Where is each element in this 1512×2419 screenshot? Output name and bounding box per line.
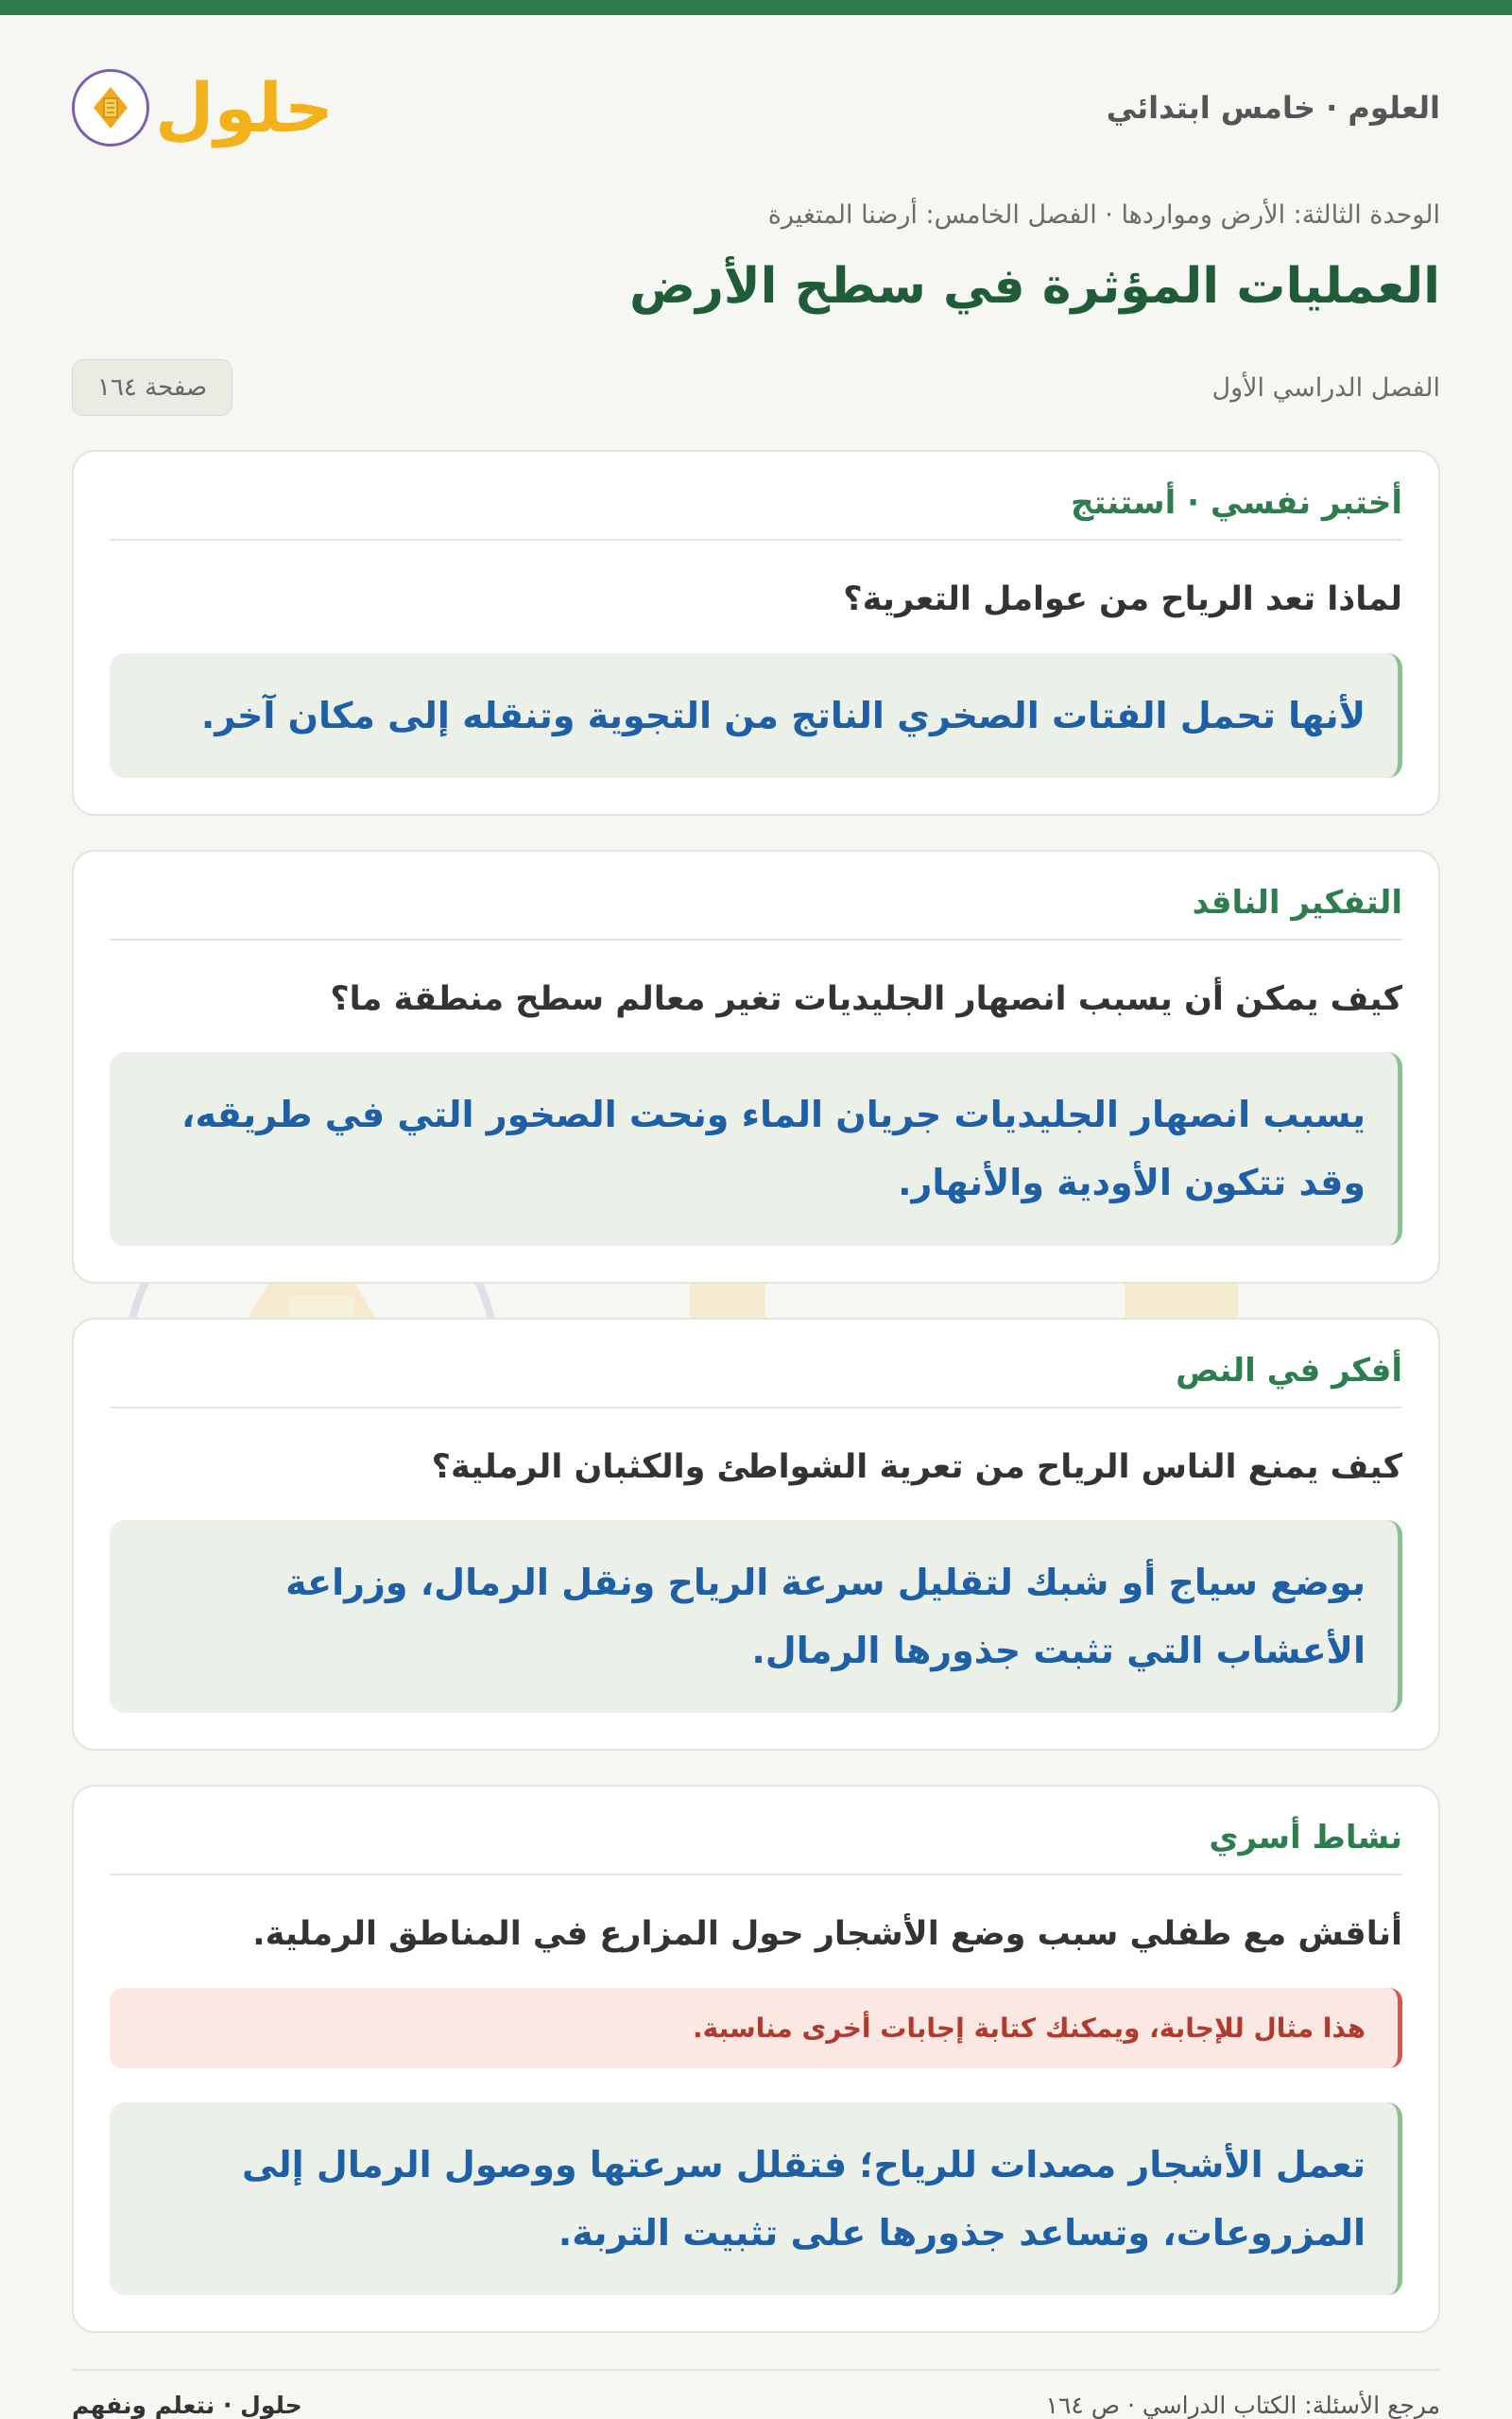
example-note: هذا مثال للإجابة، ويمكنك كتابة إجابات أخرى مناسبة. <box>110 1988 1402 2068</box>
answer-box: لأنها تحمل الفتات الصخري الناتج من التجوية وتنقله إلى مكان آخر. <box>110 653 1402 778</box>
question-card <box>72 850 1440 1284</box>
answer-box: بوضع سياج أو شبك لتقليل سرعة الرياح ونقل الرمال، وزراعة الأعشاب التي تثبت جذورها الرمال. <box>110 1520 1402 1713</box>
footer-brand: حلول · نتعلم ونفهم <box>72 2392 302 2419</box>
question-text: كيف يمكن أن يسبب انصهار الجليديات تغير معالم سطح منطقة ما؟ <box>330 979 1402 1018</box>
book-icon <box>72 69 149 147</box>
card-title: أفكر في النص <box>110 1352 1402 1408</box>
page-header <box>72 15 1440 200</box>
question-text: كيف يمنع الناس الرياح من تعرية الشواطئ والكثبان الرملية؟ <box>431 1447 1402 1486</box>
question-card <box>72 1318 1440 1752</box>
question-card <box>72 1785 1440 2333</box>
page-title: العمليات المؤثرة في سطح الأرض <box>629 258 1440 315</box>
page-footer <box>72 2369 1440 2419</box>
card-title: نشاط أسري <box>110 1819 1402 1875</box>
answer-box: تعمل الأشجار مصدات للرياح؛ فتقلل سرعتها ووصول الرمال إلى المزروعات، وتساعد جذورها على تثبيت التربة. <box>110 2102 1402 2295</box>
answer-box: يسبب انصهار الجليديات جريان الماء ونحت الصخور التي في طريقه، وقد تتكون الأودية والأنهار. <box>110 1052 1402 1245</box>
card-title: أختبر نفسي · أستنتج <box>110 484 1402 541</box>
subject-label: العلوم · خامس ابتدائي <box>1106 90 1440 126</box>
top-accent-bar <box>0 0 1512 15</box>
semester-label: الفصل الدراسي الأول <box>1211 372 1440 403</box>
meta-row <box>72 359 1440 416</box>
question-text: أناقش مع طفلي سبب وضع الأشجار حول المزارع في المناطق الرملية. <box>252 1915 1402 1954</box>
breadcrumb: الوحدة الثالثة: الأرض ومواردها · الفصل الخامس: أرضنا المتغيرة <box>767 200 1440 230</box>
card-title: التفكير الناقد <box>110 884 1402 941</box>
page-number-badge: صفحة ١٦٤ <box>72 359 232 416</box>
brand-logo[interactable] <box>72 69 334 147</box>
footer-reference: مرجع الأسئلة: الكتاب الدراسي · ص ١٦٤ <box>1045 2392 1440 2419</box>
logo-wordmark: حلول <box>155 68 334 147</box>
question-text: لماذا تعد الرياح من عوامل التعرية؟ <box>843 580 1402 618</box>
question-card <box>72 450 1440 816</box>
